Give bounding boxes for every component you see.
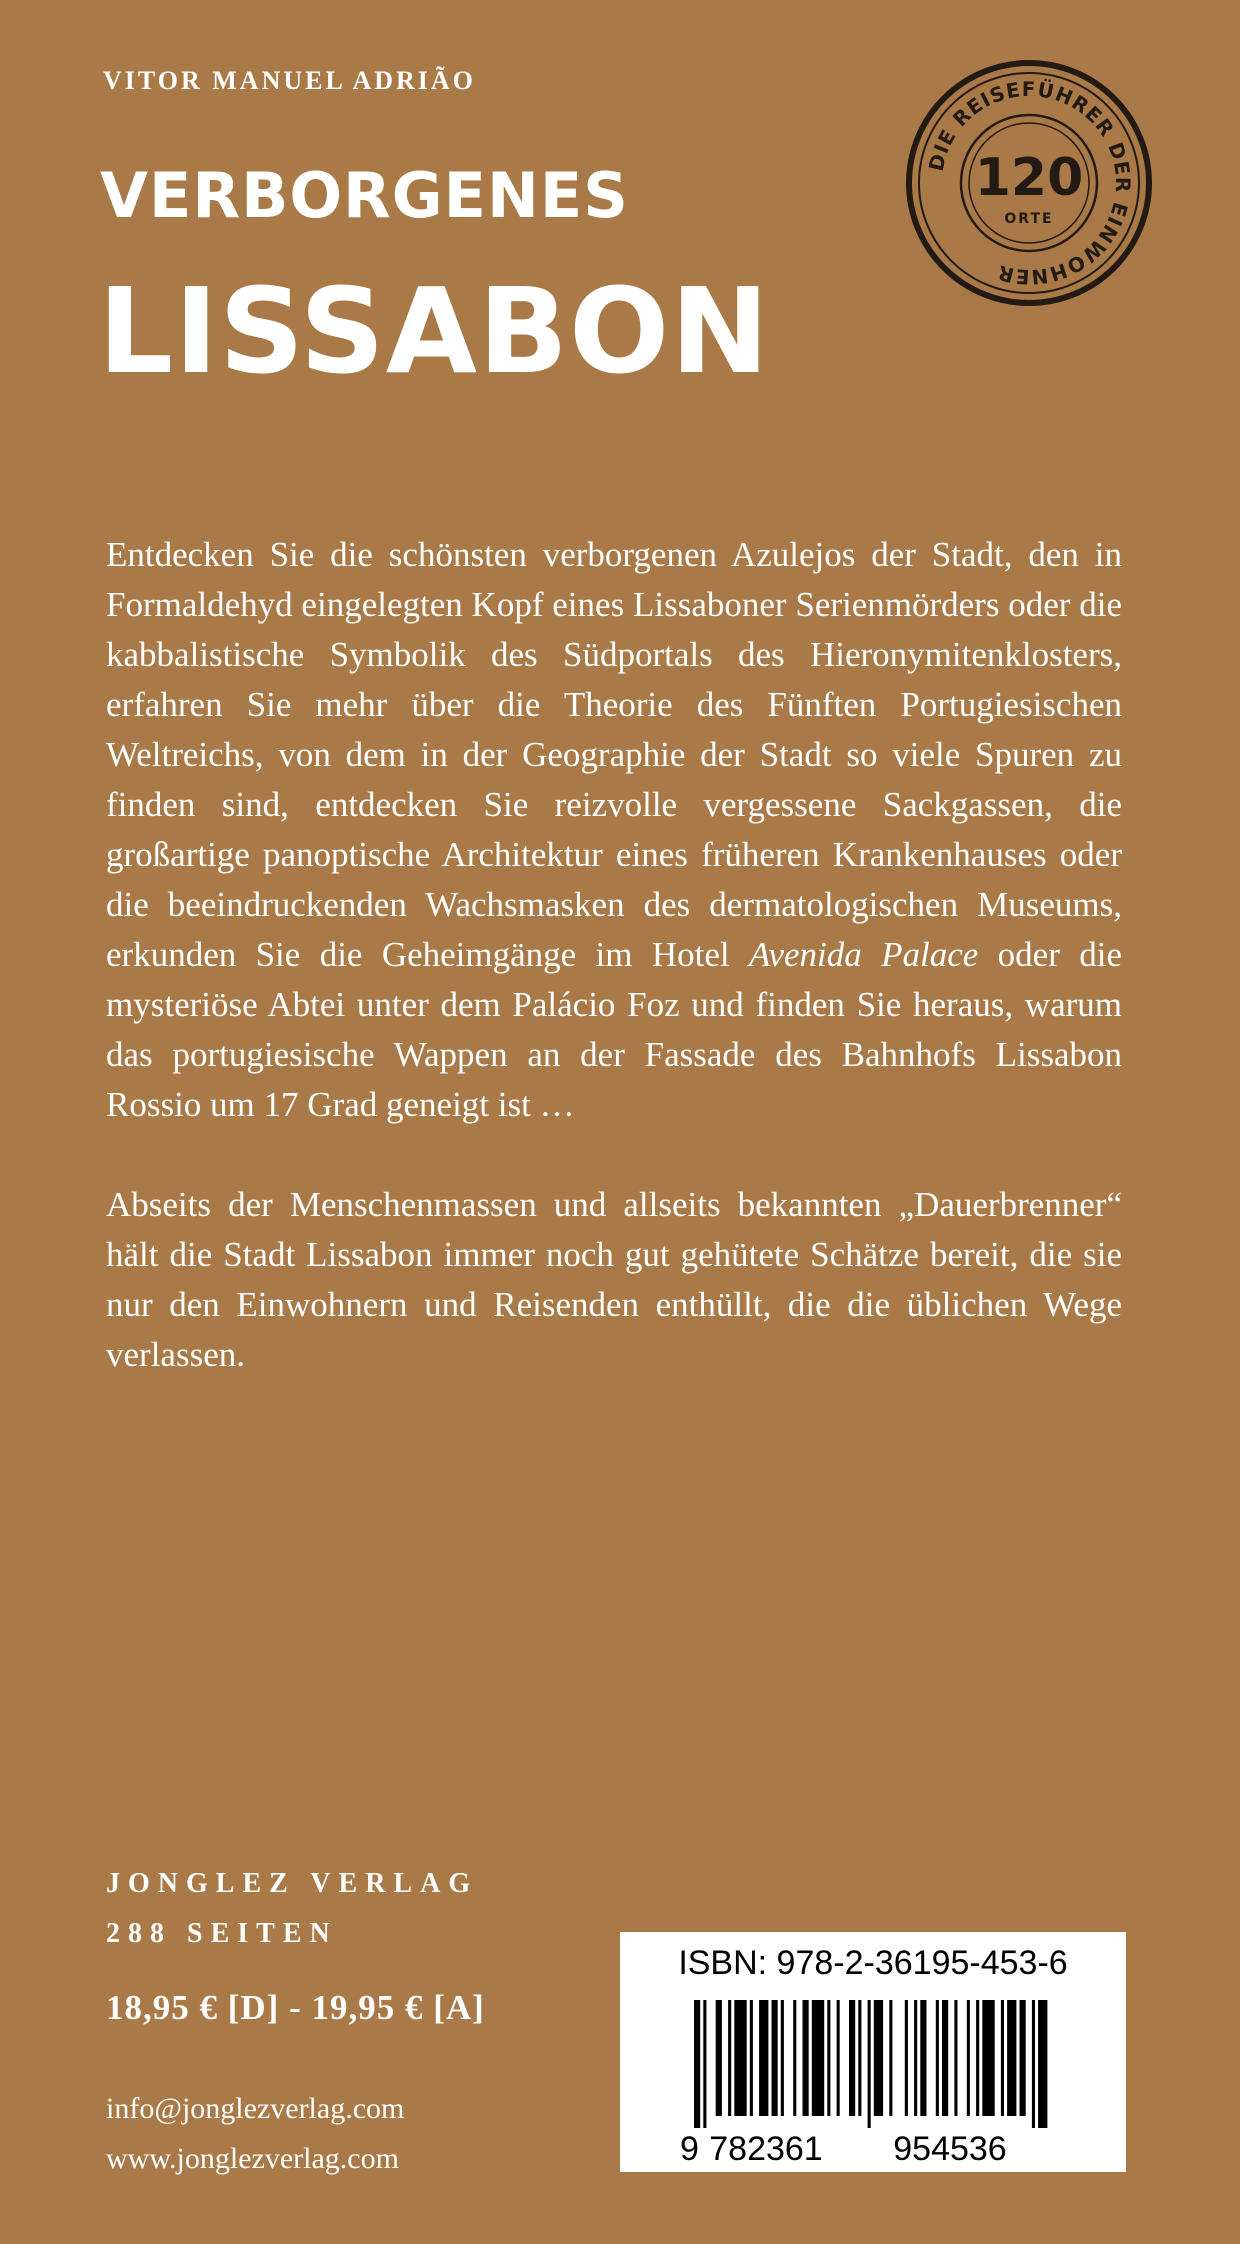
barcode-bar [812, 2000, 824, 2116]
barcode-bar [716, 2000, 722, 2116]
barcode [620, 1932, 1126, 2172]
publisher-name: JONGLEZ VERLAG [106, 1868, 479, 1899]
isbn-label: ISBN: 978-2-36195-453-6 [678, 1944, 1068, 1982]
barcode-bar [734, 2000, 746, 2116]
barcode-bar [1032, 2000, 1035, 2128]
page-count: 288 SEITEN [106, 1918, 338, 1949]
stamp-badge [904, 58, 1154, 308]
barcode-bar [849, 2000, 855, 2116]
stamp-ring-text: DIE REISEFÜHRER DER EINWOHNER [923, 76, 1136, 290]
barcode-bar [967, 2000, 970, 2116]
barcode-bar [1001, 2000, 1004, 2116]
barcode-bar [694, 2000, 700, 2128]
barcode-bar [858, 2000, 861, 2116]
website-url[interactable]: www.jonglezverlag.com [106, 2142, 399, 2175]
barcode-digits-left: 782361 [709, 2130, 823, 2168]
barcode-bar [759, 2000, 768, 2116]
barcode-bar [976, 2000, 979, 2116]
email-address[interactable]: info@jonglezverlag.com [106, 2092, 405, 2125]
title-line-2: LISSABON [98, 262, 771, 400]
description-paragraph-2: Abseits der Menschenmassen und allseits bekannten „Dauerbrenner“ hält die Stadt Lissabon immer noch gut gehütete Schätze bereit, die sie nur den Einwohnern und Reisenden enthüllt, die die üblichen Wege verlassen. [106, 1185, 1122, 1374]
barcode-bar [889, 2000, 892, 2116]
title-line-1: VERBORGENES [100, 159, 629, 232]
barcode-bar [1038, 2000, 1047, 2128]
author-name: VITOR MANUEL ADRIÃO [103, 66, 476, 95]
barcode-bar [803, 2000, 809, 2116]
barcode-bar [914, 2000, 917, 2116]
barcode-bar [874, 2000, 883, 2116]
barcode-bar [868, 2000, 871, 2128]
barcode-bar [954, 2000, 957, 2116]
barcode-bar [920, 2000, 926, 2116]
barcode-bar [936, 2000, 939, 2116]
barcode-bar [942, 2000, 948, 2116]
barcode-digits-right: 954536 [893, 2130, 1007, 2168]
barcode-bar [781, 2000, 784, 2116]
barcode-bar [982, 2000, 994, 2116]
isbn-barcode-box [620, 1932, 1126, 2172]
barcode-bar [793, 2000, 796, 2116]
barcode-bar [1007, 2000, 1016, 2116]
barcode-bar [1020, 2000, 1026, 2116]
barcode-bar [772, 2000, 778, 2116]
barcode-bar [750, 2000, 753, 2116]
barcode-bar [703, 2000, 706, 2128]
stamp-number: 120 [974, 148, 1084, 208]
barcode-bar [905, 2000, 908, 2116]
barcode-bar [837, 2000, 840, 2116]
barcode-bar [827, 2000, 830, 2116]
price: 18,95 € [D] - 19,95 € [A] [106, 1988, 485, 2027]
description [106, 530, 1122, 1430]
barcode-bar [728, 2000, 731, 2116]
stamp-unit: ORTE [1004, 211, 1054, 227]
barcode-digit-first: 9 [680, 2130, 699, 2168]
description-paragraph-1: Entdecken Sie die schönsten verborgenen Azulejos der Stadt, den in Formaldehyd eingelegten Kopf eines Lissaboner Serienmörders oder die kabbalistische Symbolik des Südportals des Hieronymitenklosters, erfahren Sie mehr über die Theorie des Fünften Portugiesischen Weltreichs, von dem in der Geographie der Stadt so viele Spuren zu finden sind, entdecken Sie reizvolle vergessene Sackgassen, die großartige panoptische Architektur eines früheren Krankenhauses oder die beeindruckenden Wachsmasken des dermatologischen Museums, erkunden Sie die Geheimgänge im Hotel Avenida Palace oder die mysteriöse Abtei unter dem Palácio Foz und finden Sie heraus, warum das portugiesische Wappen an der Fassade des Bahnhofs Lissabon Rossio um 17 Grad geneigt ist … [106, 535, 1123, 1124]
